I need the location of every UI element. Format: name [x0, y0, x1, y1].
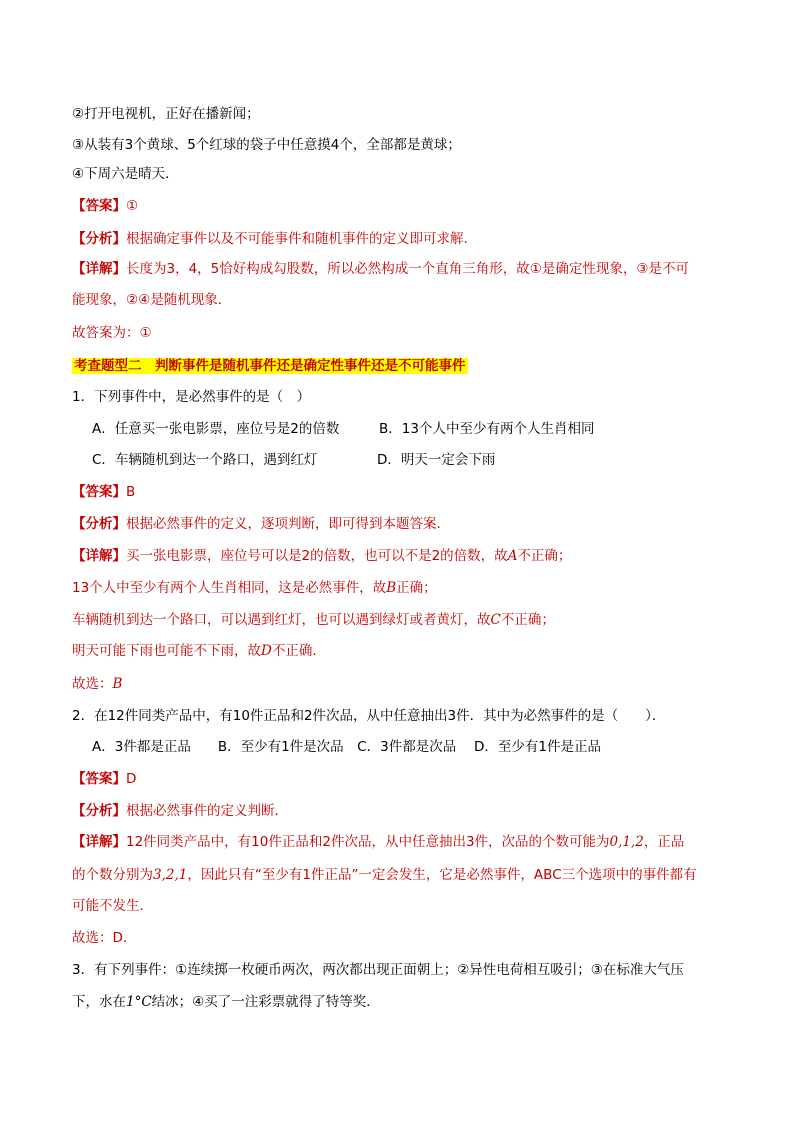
final-label: 故选： — [72, 676, 113, 692]
q2-answer — [72, 768, 732, 790]
math-temperature: 1°C — [126, 994, 152, 1010]
final-value: B — [112, 676, 123, 692]
q1-option-c: C．车辆随机到达一个路口，遇到红灯 — [92, 452, 318, 468]
answer-tag: 【答案】 — [72, 484, 126, 500]
q1-option-d: D．明天一定会下雨 — [377, 452, 496, 468]
analysis-tag: 【分析】 — [72, 516, 126, 532]
answer-value: D — [126, 771, 137, 787]
analysis-tag: 【分析】 — [72, 803, 126, 819]
math-0-1-2: 0,1,2 — [609, 834, 644, 850]
analysis-text: 根据必然事件的定义判断． — [126, 803, 288, 819]
intro-detail-line-2: 能现象，②④是随机现象． — [72, 292, 232, 308]
detail-text: 车辆随机到达一个路口，可以遇到红灯，也可以遇到绿灯或者黄灯，故 — [72, 612, 491, 628]
section-title-text: 考查题型二 判断事件是随机事件还是确定性事件还是不可能事件 — [74, 358, 466, 374]
var-c: C — [490, 612, 501, 628]
detail-text: 明天可能下雨也可能不下雨，故 — [72, 643, 261, 659]
math-3-2-1: 3,2,1 — [153, 867, 188, 883]
q1-option-a: A．任意买一张电影票，座位号是2的倍数 — [92, 421, 340, 437]
q1-final — [72, 673, 732, 695]
detail-text-end: 不正确； — [500, 612, 555, 628]
detail-tag: 【详解】 — [72, 834, 126, 850]
detail-text-end: ，正品 — [643, 834, 685, 850]
var-d: D — [261, 643, 272, 659]
q2-detail-line-2 — [72, 864, 732, 886]
answer-value: B — [126, 484, 136, 500]
q3-stem-line-1: 3．有下列事件：①连续掷一枚硬币两次，两次都出现正面朝上；②异性电荷相互吸引；③在标准大气压 — [72, 962, 684, 978]
q2-analysis — [72, 800, 732, 822]
detail-text-end: 正确； — [396, 580, 437, 596]
q1-options-row-2 — [92, 449, 752, 471]
answer-tag: 【答案】 — [72, 771, 126, 787]
intro-item-2: ②打开电视机，正好在播新闻； — [72, 106, 260, 122]
section-title — [72, 355, 732, 377]
q1-analysis — [72, 513, 732, 535]
detail-text: 长度为3，4，5恰好构成勾股数，所以必然构成一个直角三角形，故①是确定性现象，③是不可 — [126, 261, 689, 277]
q1-option-b: B．13个人中至少有两个人生肖相同 — [379, 421, 595, 437]
detail-text: 12件同类产品中，有10件正品和2件次品，从中任意抽出3件，次品的个数可能为 — [126, 834, 610, 850]
analysis-text: 根据必然事件的定义，逐项判断，即可得到本题答案. — [126, 516, 441, 532]
analysis-text: 根据确定事件以及不可能事件和随机事件的定义即可求解. — [126, 231, 468, 247]
detail-text-end: 不正确； — [517, 548, 572, 564]
q2-stem: 2．在12件同类产品中，有10件正品和2件次品，从中任意抽出3件．其中为必然事件的是（ ）． — [72, 708, 666, 724]
answer-value: ① — [126, 198, 139, 214]
intro-final: 故答案为：① — [72, 325, 152, 341]
var-a: A — [507, 548, 518, 564]
intro-item-3: ③从装有3个黄球、5个红球的袋子中任意摸4个，全部都是黄球； — [72, 137, 461, 153]
q1-options-row-1 — [92, 418, 752, 440]
stem-text-end: 结冰；④买了一注彩票就得了特等奖． — [151, 994, 380, 1010]
q2-final: 故选：D． — [72, 930, 137, 946]
detail-text-end: ，因此只有“至少有1件正品”一定会发生，它是必然事件，ABC三个选项中的事件都有 — [187, 867, 697, 883]
detail-text: 13个人中至少有两个人生肖相同，这是必然事件，故 — [72, 580, 387, 596]
answer-tag: 【答案】 — [72, 198, 126, 214]
intro-analysis — [72, 228, 732, 250]
q2-detail-line-1 — [72, 831, 732, 853]
detail-text: 买一张电影票，座位号可以是2的倍数，也可以不是2的倍数，故 — [126, 548, 508, 564]
q1-detail-line-1 — [72, 545, 732, 567]
analysis-tag: 【分析】 — [72, 231, 126, 247]
detail-tag: 【详解】 — [72, 548, 126, 564]
q1-answer — [72, 481, 732, 503]
q3-stem-line-2 — [72, 991, 732, 1013]
detail-text-end: 不正确. — [271, 643, 317, 659]
q1-detail-line-2 — [72, 577, 732, 599]
intro-answer — [72, 195, 732, 217]
var-b: B — [386, 580, 397, 596]
intro-item-4: ④下周六是晴天． — [72, 166, 179, 182]
q1-stem: 1．下列事件中，是必然事件的是（ ） — [72, 389, 311, 405]
q1-detail-line-3 — [72, 609, 732, 631]
detail-tag: 【详解】 — [72, 261, 126, 277]
q1-detail-line-4 — [72, 640, 732, 662]
intro-detail-line-1 — [72, 258, 732, 280]
q2-detail-line-3: 可能不发生． — [72, 898, 153, 914]
q2-options: A．3件都是正品 B．至少有1件是次品 C．3件都是次品 D．至少有1件是正品 — [92, 739, 601, 755]
stem-text: 下，水在 — [72, 994, 126, 1010]
detail-text: 的个数分别为 — [72, 867, 153, 883]
